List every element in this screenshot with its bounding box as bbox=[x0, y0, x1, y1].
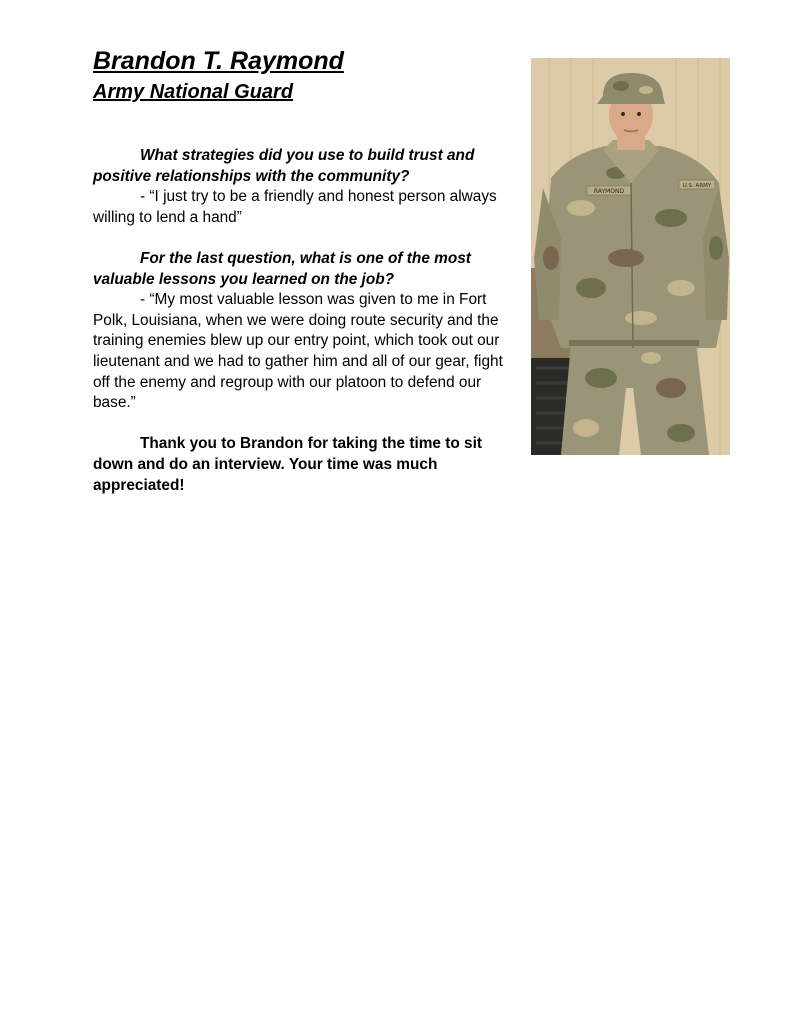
branch-tape-text: U.S. ARMY bbox=[682, 183, 712, 189]
soldier-photo bbox=[531, 58, 730, 455]
question-1: What strategies did you use to build trust and positive relationships with the community? bbox=[93, 147, 475, 185]
question-2: For the last question, what is one of the most valuable lessons you learned on the job? bbox=[93, 249, 471, 288]
answer-1: - “I just try to be a friendly and honest person always willing to lend a hand” bbox=[93, 188, 497, 226]
soldier-photo-illustration bbox=[531, 58, 730, 455]
name-tape-text: RAYMOND bbox=[593, 188, 625, 195]
page-title: Brandon T. Raymond bbox=[93, 47, 344, 75]
paragraph-spacer bbox=[93, 414, 513, 435]
belt bbox=[569, 340, 699, 346]
interview-body bbox=[93, 146, 513, 496]
paragraph-spacer bbox=[93, 228, 513, 249]
page-subtitle: Army National Guard bbox=[93, 81, 294, 103]
thank-you-note: Thank you to Brandon for taking the time to sit down and do an interview. Your time was much appreciated! bbox=[93, 435, 483, 494]
answer-2: - “My most valuable lesson was given to me in Fort Polk, Louisiana, when we were doing route security and the training enemies blew up our entry point, which took out our lieutenant and we had to gather him and all of our gear, fight off the enemy and regroup with our platoon to defend our base.” bbox=[93, 291, 503, 412]
